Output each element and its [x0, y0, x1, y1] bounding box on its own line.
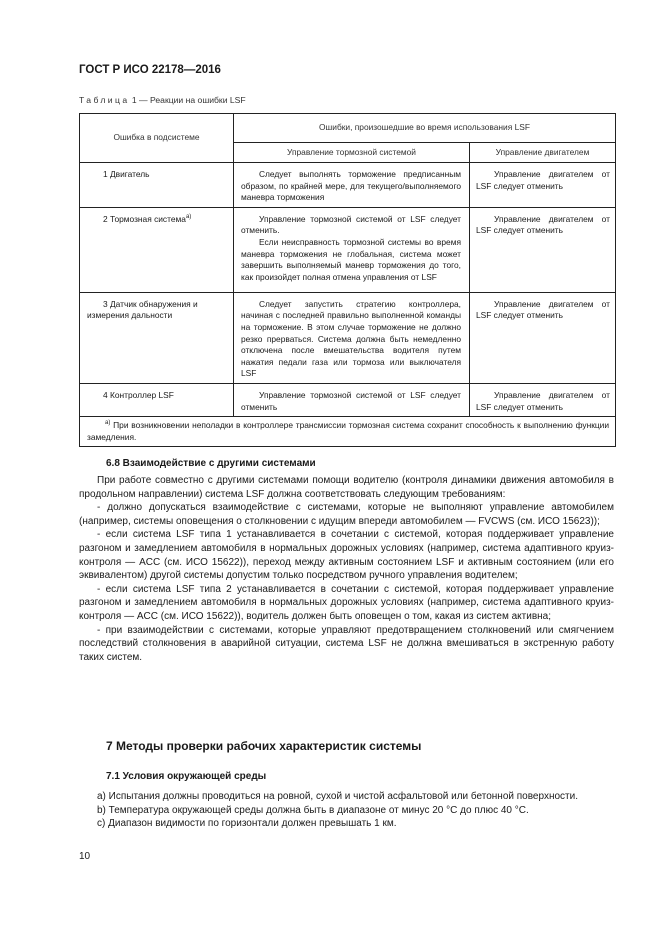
list-item: - должно допускаться взаимодействие с системами, которые не выполняют управление автомобилем (например, системы оповещения о столкновении с идущим впереди автомобилем — FVCWS (см. ИСО 15623)); [79, 502, 614, 527]
brake-reaction: Следует выполнять торможение предписанным образом, по крайней мере, для текущего/выполняемого маневра торможения [241, 169, 461, 203]
col-header-error: Ошибка в подсистеме [80, 114, 234, 163]
section-heading: 7.1 Условия окружающей среды [106, 771, 267, 782]
paragraph: При работе совместно с другими системами помощи водителю (контроля динамики движения автомобиля в продольном направлении) система LSF должна соответствовать следующим требованиям: [79, 475, 614, 500]
table-row [80, 383, 616, 416]
table-row [80, 163, 616, 208]
row-label: 4 Контроллер LSF [103, 389, 174, 400]
section-body [79, 474, 614, 664]
brake-reaction: Управление тормозной системой от LSF следует отменить [241, 389, 461, 412]
section-heading: 6.8 Взаимодействие с другими системами [106, 458, 316, 469]
list-item: - при взаимодействии с системами, которые управляют предотвращением столкновений или смягчением последствий столкновения в аварийной ситуации, система LSF не должна вмешиваться в экстренную работу таких систем. [79, 624, 614, 663]
document-header: ГОСТ Р ИСО 22178—2016 [79, 64, 221, 76]
error-reactions-table [79, 113, 616, 447]
table-row [80, 292, 616, 383]
section-body [79, 790, 614, 831]
footnote-mark: а) [105, 420, 111, 427]
page-number: 10 [79, 851, 91, 862]
table-row [80, 207, 616, 292]
row-label: 1 Двигатель [103, 169, 150, 179]
engine-reaction: Управление двигателем от LSF следует отменить [476, 298, 610, 321]
brake-reaction: Следует запустить стратегию контроллера, начиная с последней правильно выполненной команды на торможение. В этом случае торможение не должно резко прерваться. Система должна быть немедленно отключена после вмешательства водителя путем нажатия педали газа или тормоза или выключателя LSF [241, 298, 461, 379]
col-header-group: Ошибки, произошедшие во время использования LSF [234, 114, 616, 143]
brake-reaction: Если неисправность тормозной системы во время маневра торможения не глобальная, система может завершить выполняемый маневр торможения до того, как произойдет полная отмена управления от LSF [241, 236, 461, 282]
list-item: b) Температура окружающей среды должна быть в диапазоне от минус 20 °С до плюс 40 °С. [97, 804, 529, 816]
list-item: c) Диапазон видимости по горизонтали должен превышать 1 км. [97, 818, 397, 830]
list-item: - если система LSF типа 2 устанавливается в сочетании с системой, которая поддерживает управление разгоном и замедлением автомобиля в нормальных дорожных условиях (например, система адаптивного круиз-контроля — ACC (см. ИСО 15622)), водитель должен быть оповещен о том, какая из систем активна; [79, 583, 614, 622]
row-label: 3 Датчик обнаружения и измерения дальности [87, 298, 198, 321]
col-header-engine: Управление двигателем [470, 143, 616, 163]
chapter-heading: 7 Методы проверки рабочих характеристик системы [106, 739, 422, 753]
engine-reaction: Управление двигателем от LSF следует отменить [476, 389, 610, 412]
engine-reaction: Управление двигателем от LSF следует отменить [476, 213, 610, 236]
table-footnote-row [80, 417, 616, 447]
table-caption-text: 1 — Реакции на ошибки LSF [131, 95, 246, 105]
footnote-mark: а) [185, 213, 192, 220]
list-item: - если система LSF типа 1 устанавливается в сочетании с системой, которая поддерживает управление разгоном и замедлением автомобиля в нормальных дорожных условиях (например, система адаптивного круиз-контроля — ACC (см. ИСО 15622)), переход между активным состоянием LSF и активным состоянием (или его эквивалентом) другой системы допустим только посредством ручного управления водителем; [79, 529, 614, 582]
table-caption [79, 95, 246, 105]
engine-reaction: Управление двигателем от LSF следует отменить [476, 169, 610, 191]
brake-reaction: Управление тормозной системой от LSF следует отменить. [241, 213, 461, 236]
col-header-brake: Управление тормозной системой [234, 143, 470, 163]
row-label: 2 Тормозная система$^{а)}$ [103, 213, 192, 224]
table-caption-word: Таблица [79, 95, 130, 105]
table-footnote: $^{а)}$ При возникновении неполадки в контроллере трансмиссии тормозная система сохранит способность к выполнению функции замедления. [87, 420, 610, 442]
list-item: а) Испытания должны проводиться на ровной, сухой и чистой асфальтовой или бетонной поверхности. [97, 791, 578, 802]
